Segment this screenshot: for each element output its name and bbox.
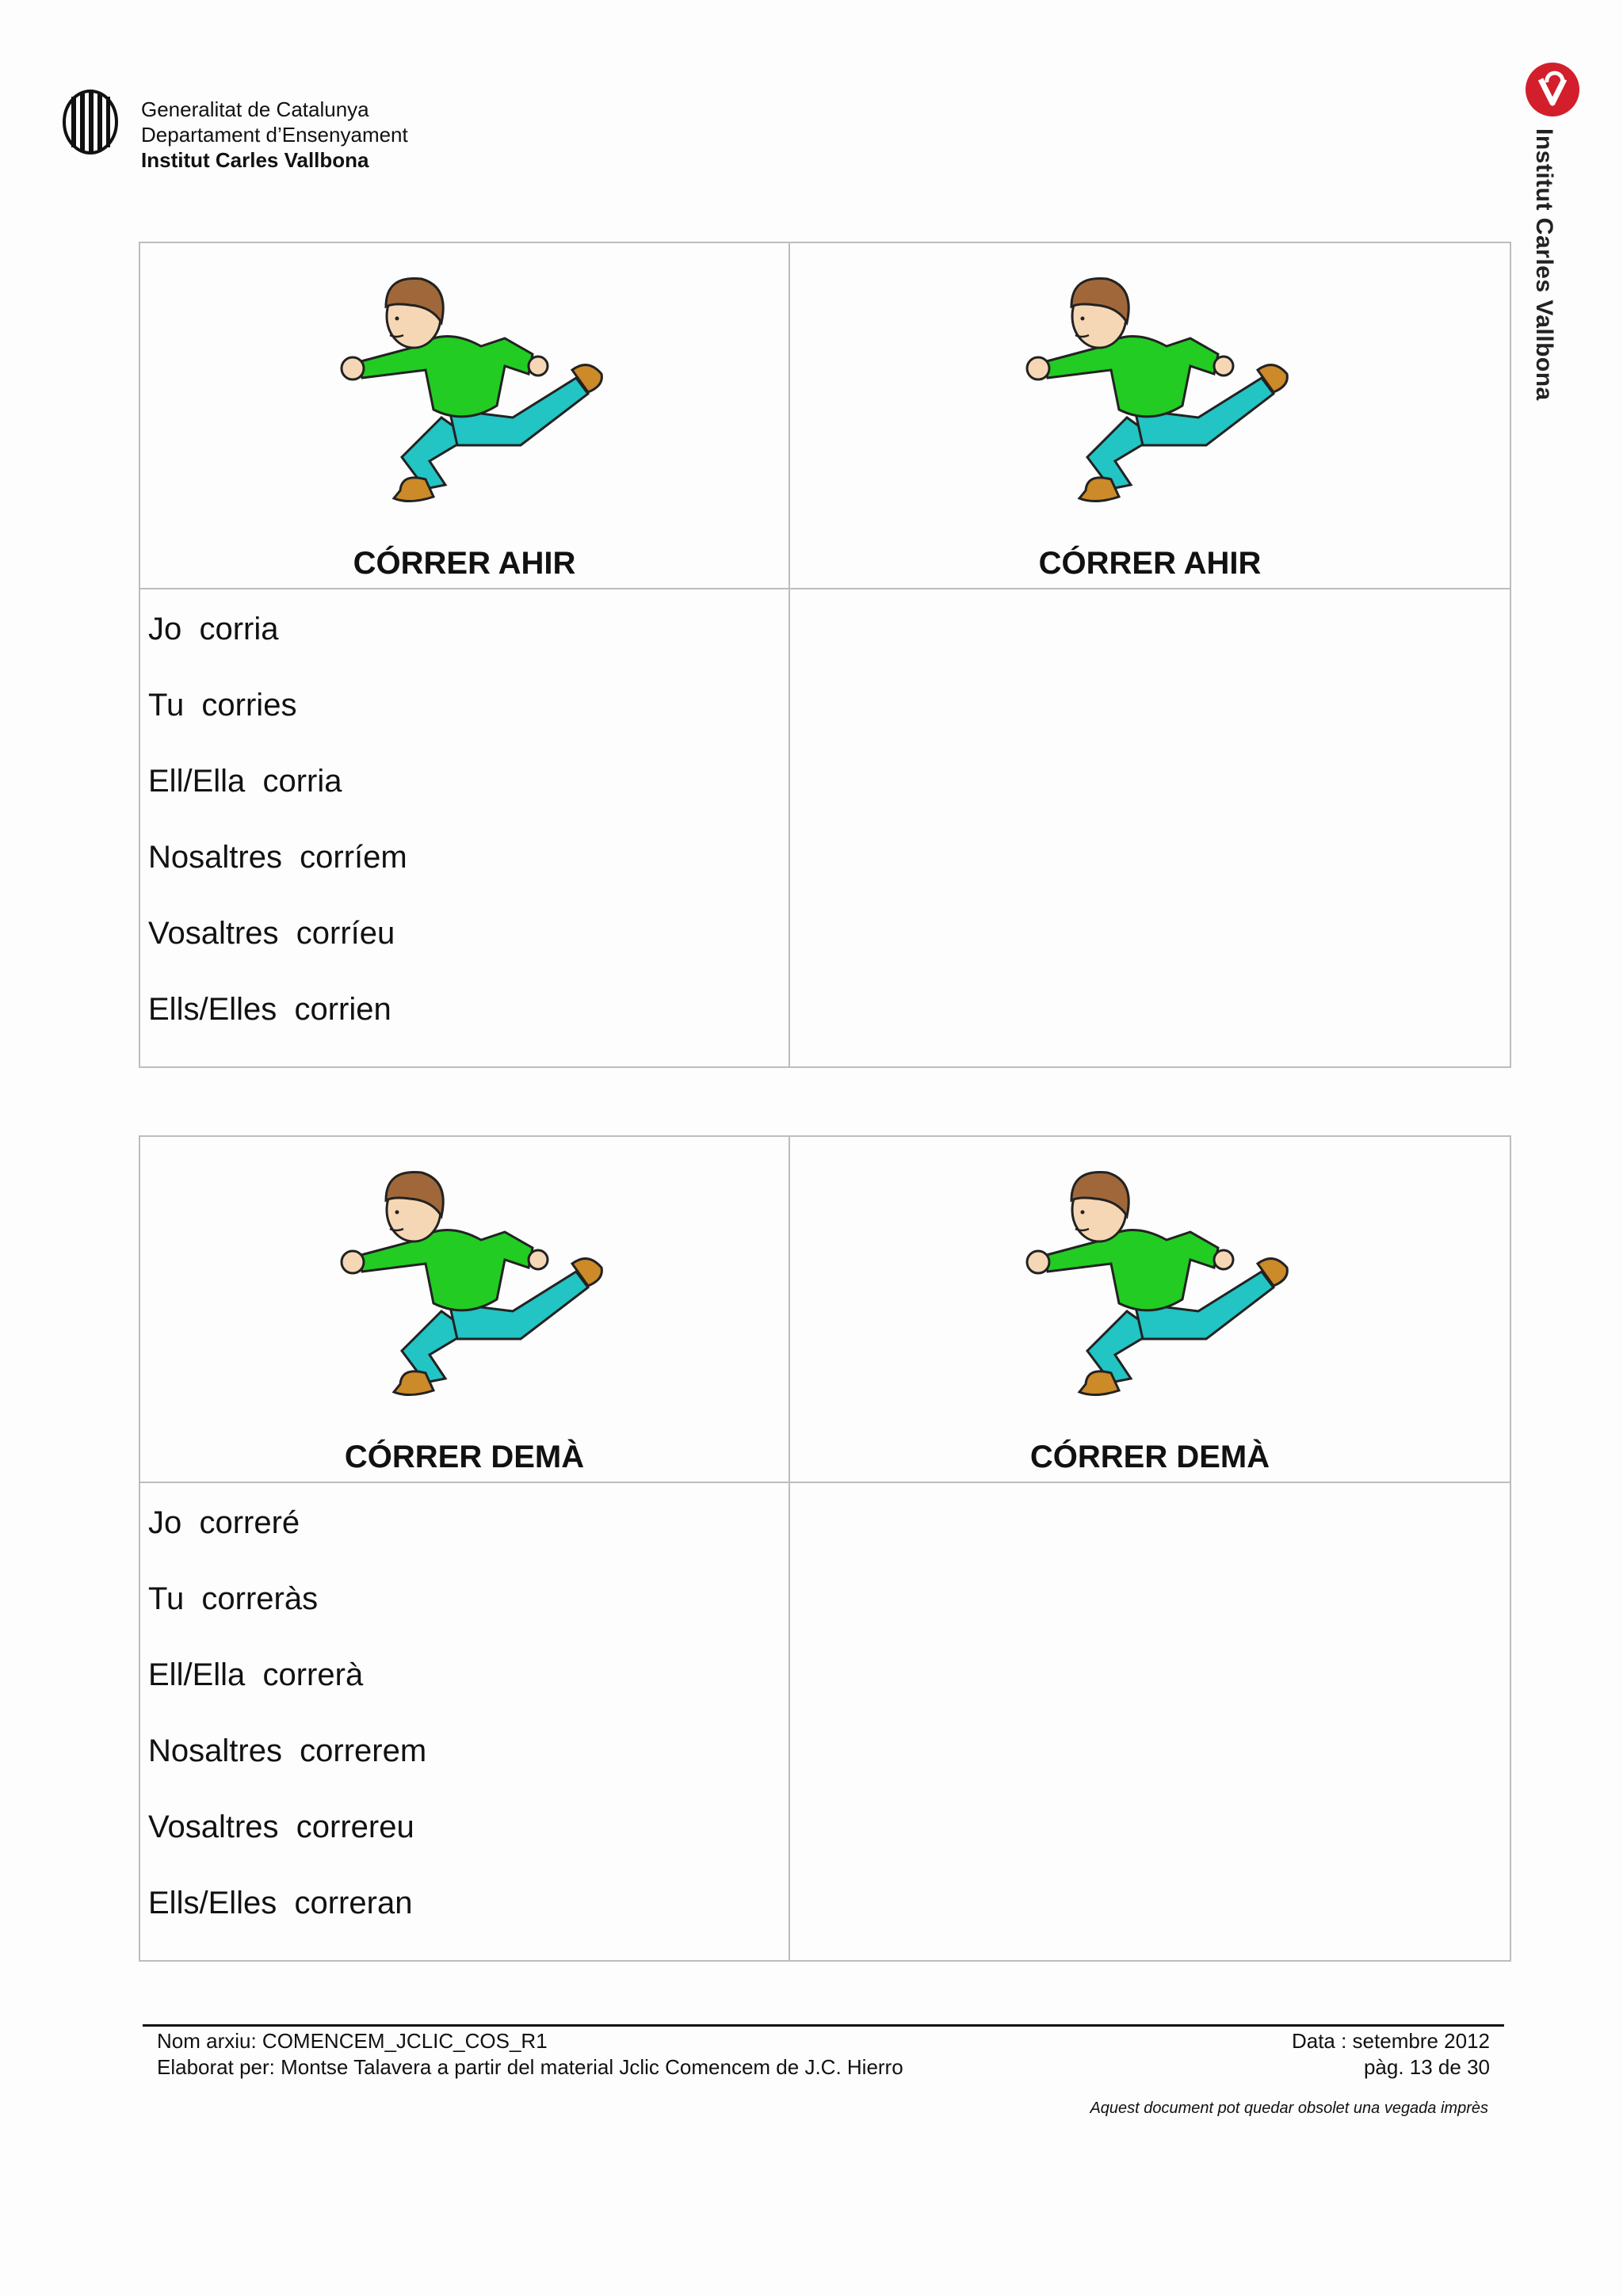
conjugation-cell [139, 1482, 789, 1961]
card-title-left: CÓRRER DEMÀ [344, 1440, 585, 1474]
footer-page-number: pàg. 13 de 30 [1363, 2055, 1490, 2079]
card-title-right: CÓRRER DEMÀ [1029, 1440, 1270, 1474]
header-line-1: Generalitat de Catalunya [141, 97, 369, 121]
conjugation-item: Jo corria [148, 612, 279, 646]
institut-vertical-label: Institut Carles Vallbona [1531, 128, 1557, 401]
institut-logo-icon [1525, 62, 1580, 117]
footer-obsolete-note: Aquest document pot quedar obsolet una vegada imprès [1090, 2100, 1488, 2117]
conjugation-item: Nosaltres corríem [148, 840, 407, 875]
conjugation-cell [139, 589, 789, 1067]
conjugation-item: Tu correràs [148, 1581, 319, 1616]
running-boy-icon [1000, 1153, 1301, 1406]
conjugation-item: Jo correré [148, 1505, 300, 1540]
footer-divider [143, 2024, 1504, 2027]
header-line-2: Departament d’Ensenyament [141, 123, 408, 147]
running-boy-icon [1000, 259, 1301, 513]
conjugation-item: Tu corries [148, 688, 297, 723]
card-title-right: CÓRRER AHIR [1038, 546, 1262, 581]
footer-left [157, 2028, 903, 2081]
footer-file-name: Nom arxiu: COMENCEM_JCLIC_COS_R1 [157, 2029, 548, 2053]
conjugation-item: Ells/Elles correran [148, 1886, 413, 1920]
image-cell-right [789, 1136, 1510, 1482]
verb-card-past [139, 242, 1511, 1068]
generalitat-emblem-icon [62, 89, 119, 155]
conjugation-list [140, 1483, 789, 1922]
verb-card-future [139, 1135, 1511, 1962]
footer-author: Elaborat per: Montse Talavera a partir del material Jclic Comencem de J.C. Hierro [157, 2055, 903, 2079]
footer-date: Data : setembre 2012 [1291, 2029, 1490, 2053]
conjugation-item: Vosaltres corríeu [148, 916, 395, 951]
image-cell-left [139, 242, 789, 589]
image-cell-left [139, 1136, 789, 1482]
header-line-3: Institut Carles Vallbona [141, 148, 369, 172]
conjugation-item: Ell/Ella corria [148, 764, 342, 799]
conjugation-item: Nosaltres correrem [148, 1733, 427, 1768]
conjugation-item: Ells/Elles corrien [148, 992, 391, 1027]
conjugation-item: Ell/Ella correrà [148, 1657, 364, 1692]
empty-writing-cell[interactable] [789, 589, 1510, 1067]
conjugation-item: Vosaltres correreu [148, 1810, 414, 1844]
running-boy-icon [315, 1153, 616, 1406]
running-boy-icon [315, 259, 616, 513]
conjugation-list [140, 589, 789, 1028]
empty-writing-cell[interactable] [789, 1482, 1510, 1961]
footer-right [1292, 2028, 1490, 2081]
image-cell-right [789, 242, 1510, 589]
card-title-left: CÓRRER AHIR [353, 546, 576, 581]
